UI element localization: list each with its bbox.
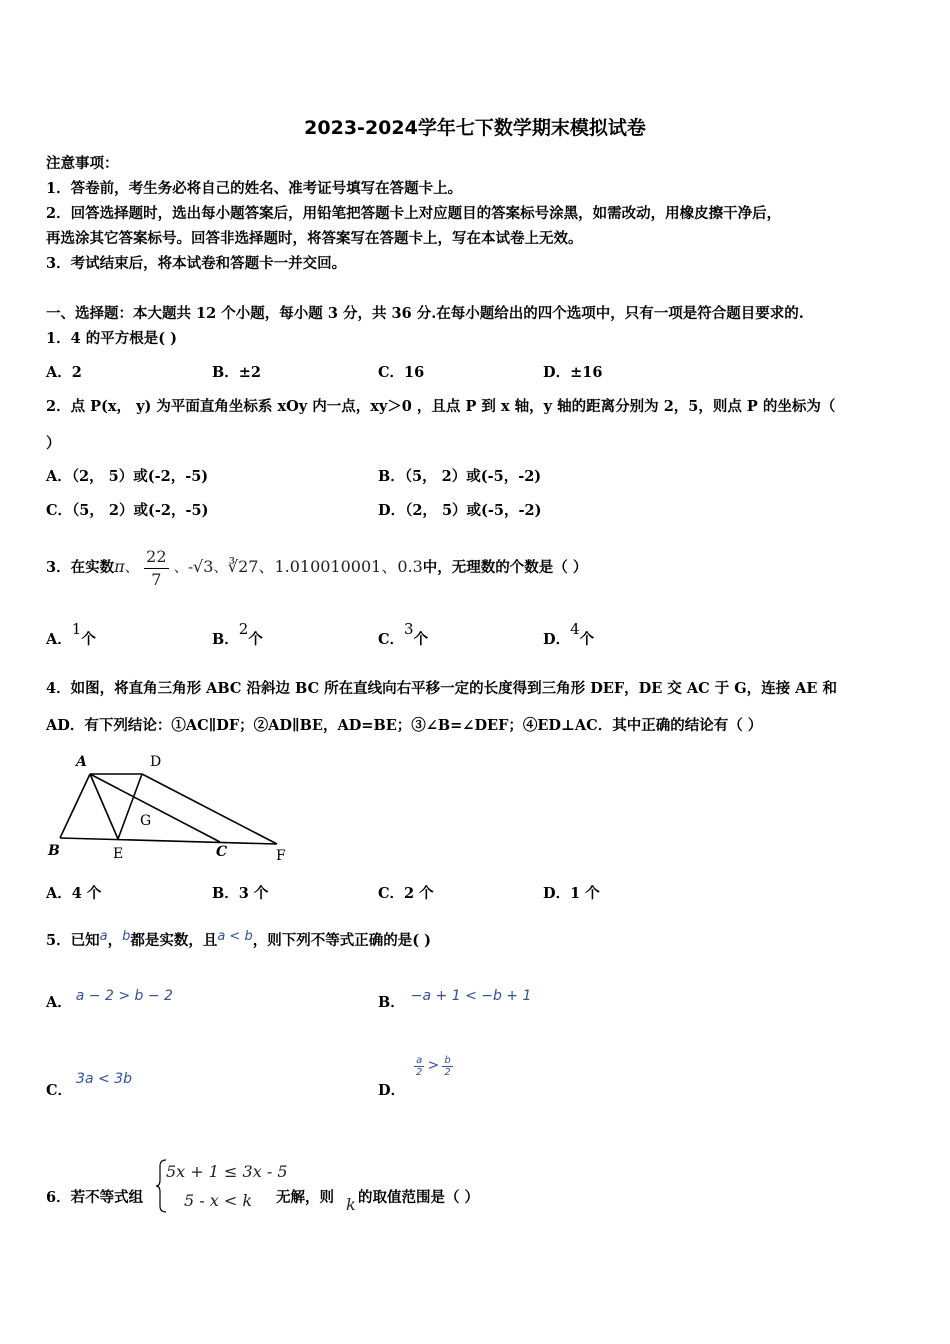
q4-label-f: F — [276, 848, 286, 864]
q3-sep-2: 、- — [173, 560, 193, 576]
q3-cbrt27: ∛27 — [227, 557, 259, 576]
q4-stem-line-2: AD．有下列结论：①AC∥DF；②AD∥BE，AD=BE；③∠B=∠DEF；④ED⊥AC．其中正确的结论有（ ） — [46, 717, 763, 734]
q4-segment-ab — [60, 774, 90, 838]
page-title: 2023-2024学年七下数学期末模拟试卷 — [304, 117, 646, 139]
q4-stem-line-1: 4．如图，将直角三角形 ABC 沿斜边 BC 所在直线向右平移一定的长度得到三角形 DEF，DE 交 AC 于 G，连接 AE 和 — [46, 680, 838, 697]
q3-sqrt3: √3 — [193, 557, 214, 576]
q5-option-d-num-a: a — [416, 1054, 423, 1066]
q2-option-d: D．（2， 5）或(-5，-2) — [378, 502, 542, 519]
q3-option-a-unit: 个 — [81, 631, 96, 648]
q4-label-d: D — [150, 754, 162, 770]
q5-var-b: b — [122, 929, 131, 944]
q3-rest-numbers: 、1.010010001、0.3 — [258, 557, 423, 576]
q4-label-c: C — [216, 844, 228, 860]
q4-label-a: A — [76, 754, 87, 770]
q3-option-d-unit: 个 — [579, 631, 595, 648]
q5-option-b-label: B． — [378, 994, 405, 1011]
q3-option-c — [378, 620, 429, 649]
q3-fraction-numerator: 22 — [144, 546, 168, 569]
q5-option-c — [46, 1071, 132, 1100]
q3-prefix: 3．在实数 — [46, 559, 115, 576]
q5-option-c-label: C． — [46, 1082, 73, 1099]
q1-option-a: A．2 — [46, 364, 82, 381]
q5-text-2: ， — [107, 932, 123, 949]
q5-option-b — [378, 988, 532, 1012]
q3-suffix: 中，无理数的个数是（ ） — [422, 559, 588, 576]
q4-label-g: G — [140, 813, 152, 829]
q5-option-a-expr: a − 2 > b − 2 — [75, 988, 173, 1004]
q5-option-d-gt: > — [427, 1057, 440, 1073]
q6-inequality-1: 5x + 1 ≤ 3x - 5 — [166, 1162, 288, 1181]
q5-option-a — [46, 988, 173, 1012]
q4-figure — [40, 748, 300, 866]
q5-text-3: 都是实数，且 — [130, 932, 218, 949]
q5-option-d-expr — [414, 1055, 453, 1078]
q3-fraction-denominator: 7 — [151, 569, 162, 589]
q1-option-b: B．±2 — [212, 364, 261, 381]
q5-condition: a < b — [217, 929, 253, 944]
q3-sep-1: 、 — [124, 560, 140, 576]
q5-option-d-num-b: b — [444, 1054, 451, 1066]
notice-line-1: 1．答卷前，考生务必将自己的姓名、准考证号填写在答题卡上。 — [46, 180, 463, 197]
q5-option-a-label: A． — [46, 994, 72, 1011]
q4-segment-de — [118, 774, 142, 839]
q5-option-d-frac-b — [442, 1055, 452, 1078]
notice-heading: 注意事项： — [46, 155, 119, 172]
q4-label-e: E — [113, 846, 124, 862]
q1-option-c: C．16 — [378, 364, 425, 381]
q5-option-d-label: D． — [378, 1082, 406, 1099]
q6-var-k: k — [346, 1195, 356, 1214]
q3-option-b-value: 2 — [238, 620, 249, 638]
q3-option-c-value: 3 — [404, 620, 414, 638]
q4-option-a: A．4 个 — [46, 885, 102, 902]
notice-line-3: 3．考试结束后，将本试卷和答题卡一并交回。 — [46, 255, 347, 272]
q3-option-b — [212, 620, 263, 649]
q4-segment-ac — [90, 774, 220, 842]
q4-segment-bf — [60, 838, 277, 844]
q2-option-b: B．（5， 2）或(-5，-2) — [378, 468, 542, 485]
q5-stem — [46, 929, 431, 950]
q5-option-d-frac-a — [414, 1055, 424, 1078]
q2-stem-end: ） — [46, 435, 61, 452]
q5-text-1: 5．已知 — [46, 932, 100, 949]
q1-stem: 1．4 的平方根是( ) — [46, 330, 177, 347]
q2-stem: 2．点 P(x， y) 为平面直角坐标系 xOy 内一点，xy＞0 ，且点 P 到 x 轴，y 轴的距离分别为 2，5，则点 P 的坐标为（ — [46, 398, 836, 415]
q1-option-d: D．±16 — [543, 364, 603, 381]
q3-option-c-label: C． — [378, 631, 405, 648]
q3-option-b-unit: 个 — [248, 631, 263, 648]
q5-option-d — [378, 1054, 453, 1104]
q4-segment-df — [142, 774, 277, 844]
q3-sep-3: 、 — [213, 560, 228, 576]
q5-option-b-expr: −a + 1 < −b + 1 — [410, 988, 532, 1004]
q3-option-c-unit: 个 — [413, 631, 429, 648]
q6-inequality-2: 5 - x < k — [184, 1191, 253, 1210]
notice-line-2a: 2．回答选择题时，选出每小题答案后，用铅笔把答题卡上对应题目的答案标号涂黑，如需改动，用橡皮擦干净后， — [46, 205, 782, 222]
q6-suffix: 的取值范围是（ ） — [358, 1189, 480, 1206]
q4-label-b: B — [48, 843, 60, 859]
q4-segment-ae — [90, 774, 118, 839]
q4-option-d: D．1 个 — [543, 885, 600, 902]
q5-option-d-den-a: 2 — [416, 1066, 423, 1078]
q3-option-d-label: D． — [543, 631, 571, 648]
q2-option-c: C．（5， 2）或(-2，-5) — [46, 502, 209, 519]
q3-fraction — [144, 546, 168, 591]
q4-option-b: B．3 个 — [212, 885, 269, 902]
q4-option-c: C．2 个 — [378, 885, 434, 902]
q3-pi: π — [114, 557, 125, 576]
q3-option-a-label: A． — [46, 631, 72, 648]
section-heading: 一、选择题：本大题共 12 个小题，每小题 3 分，共 36 分.在每小题给出的四个选项中，只有一项是符合题目要求的. — [46, 305, 804, 322]
q3-option-d-value: 4 — [570, 620, 580, 638]
q3-option-b-label: B． — [212, 631, 239, 648]
q5-var-a: a — [99, 929, 108, 944]
q3-option-d — [543, 620, 595, 649]
q6-prefix: 6．若不等式组 — [46, 1189, 144, 1206]
q5-text-4: ，则下列不等式正确的是( ) — [252, 932, 431, 949]
q6-mid: 无解，则 — [276, 1189, 334, 1206]
q5-option-d-den-b: 2 — [444, 1066, 451, 1078]
notice-line-2b: 再选涂其它答案标号。回答非选择题时，将答案写在答题卡上，写在本试卷上无效。 — [46, 230, 583, 247]
q2-option-a: A．（2， 5）或(-2，-5) — [46, 468, 209, 485]
q3-stem — [46, 533, 587, 601]
q3-option-a — [46, 620, 96, 649]
q5-option-c-expr: 3a < 3b — [76, 1071, 132, 1087]
q3-option-a-value: 1 — [71, 620, 82, 638]
